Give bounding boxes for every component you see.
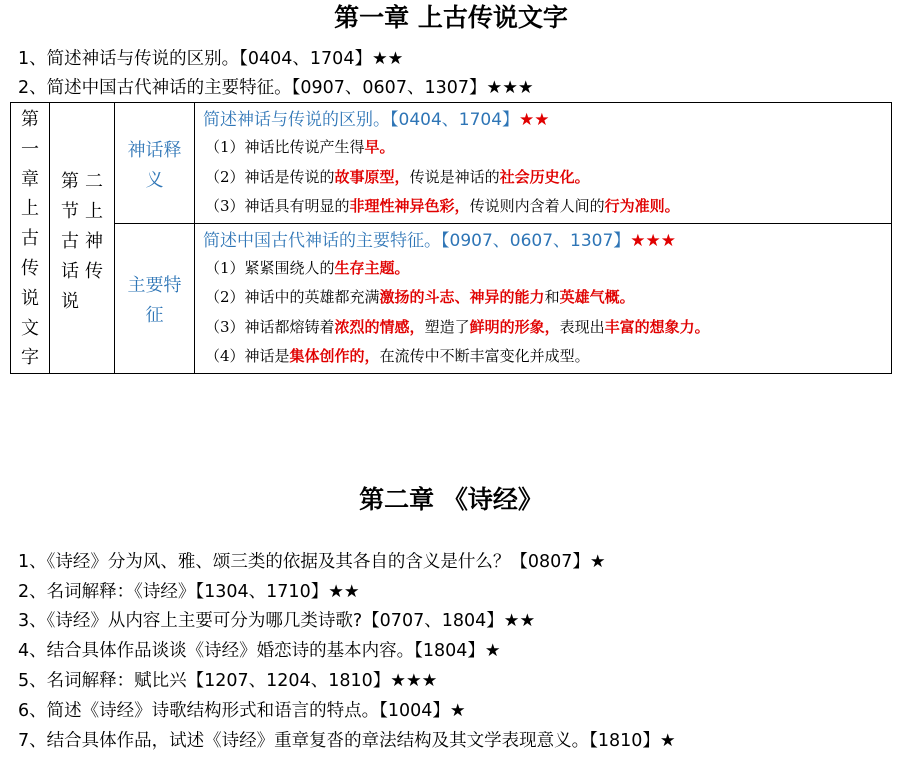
point-line xyxy=(203,313,891,343)
point-text: 表现出 xyxy=(559,317,605,336)
point-line xyxy=(203,342,891,372)
point-text: （1）神话比传说产生得 xyxy=(205,138,365,156)
point-line xyxy=(203,192,891,222)
content-main-features xyxy=(195,224,891,372)
ch2-question-3: 3、《诗经》从内容上主要可分为哪几类诗歌?【0707、1804】★★ xyxy=(18,611,536,631)
key-phrase: 故事原型， xyxy=(334,167,410,186)
chapter-name-cell: 第 一 章 上 古 传 说 文 字 xyxy=(11,103,50,374)
key-phrase: 浓烈的情感， xyxy=(334,317,425,336)
content-cell-myth-definition xyxy=(195,103,892,224)
topic-label-main-features: 主要特 征 xyxy=(115,223,195,373)
point-text: 和 xyxy=(544,288,560,307)
point-text: 在流传中不断丰富变化并成型。 xyxy=(379,347,590,366)
key-phrase: 生存主题。 xyxy=(334,258,410,277)
content-cell-main-features xyxy=(195,223,892,373)
point-text: （2）神话是传说的 xyxy=(205,167,335,186)
key-phrase: 英雄气概。 xyxy=(559,288,635,307)
point-text: 传说是神话的 xyxy=(409,167,500,186)
point-line xyxy=(203,254,891,284)
row-question: 简述神话与传说的区别。【0404、1704】★★ xyxy=(203,110,550,130)
point-text: 塑造了 xyxy=(424,317,470,336)
ch1-question-2: 2、简述中国古代神话的主要特征。【0907、0607、1307】★★★ xyxy=(18,78,534,98)
ch2-question-6: 6、简述《诗经》诗歌结构形式和语言的特点。【1004】★ xyxy=(18,701,466,721)
point-text: （4）神话是 xyxy=(205,347,290,366)
point-text: （2）神话中的英雄都充满 xyxy=(205,288,380,307)
ch1-question-1: 1、简述神话与传说的区别。【0404、1704】★★ xyxy=(18,49,404,69)
content-myth-definition xyxy=(195,103,891,222)
point-text: 传说则内含着人间的 xyxy=(469,197,605,215)
point-line xyxy=(203,163,891,193)
point-text: （1）紧紧围绕人的 xyxy=(205,258,335,277)
point-text: （3）神话都熔铸着 xyxy=(205,317,335,336)
chapter-1-title: 第一章 上古传说文字 xyxy=(334,3,568,32)
key-phrase: 激扬的斗志、神异的能力 xyxy=(379,288,545,307)
key-phrase: 社会历史化。 xyxy=(499,167,590,186)
point-list xyxy=(203,254,891,372)
chapter-2-title: 第二章 《诗经》 xyxy=(359,485,543,514)
row-question: 简述中国古代神话的主要特征。【0907、0607、1307】★★★ xyxy=(203,230,677,251)
key-phrase: 集体创作的， xyxy=(289,347,380,366)
ch2-question-4: 4、结合具体作品谈谈《诗经》婚恋诗的基本内容。【1804】★ xyxy=(18,641,501,661)
key-phrase: 鲜明的形象， xyxy=(469,317,560,336)
ch2-question-1: 1、《诗经》分为风、雅、颂三类的依据及其各自的含义是什么？【0807】★ xyxy=(18,552,606,572)
point-line xyxy=(203,133,891,163)
section-name-cell: 第 节 古 话 说 二 上 神 传 xyxy=(50,103,115,374)
key-phrase: 丰富的想象力。 xyxy=(604,317,710,336)
key-phrase: 非理性神异色彩， xyxy=(349,197,470,215)
point-text: （3）神话具有明显的 xyxy=(205,197,350,215)
outline-table xyxy=(10,102,892,374)
point-line xyxy=(203,283,891,313)
key-phrase: 早。 xyxy=(364,138,395,156)
topic-label-myth-definition: 神话释 义 xyxy=(115,103,195,224)
ch2-question-5: 5、名词解释：赋比兴【1207、1204、1810】★★★ xyxy=(18,671,438,691)
ch2-question-7: 7、结合具体作品，试述《诗经》重章复沓的章法结构及其文学表现意义。【1810】★ xyxy=(18,731,676,751)
ch2-question-2: 2、名词解释：《诗经》【1304、1710】★★ xyxy=(18,582,360,602)
point-list xyxy=(203,133,891,222)
key-phrase: 行为准则。 xyxy=(604,197,680,215)
